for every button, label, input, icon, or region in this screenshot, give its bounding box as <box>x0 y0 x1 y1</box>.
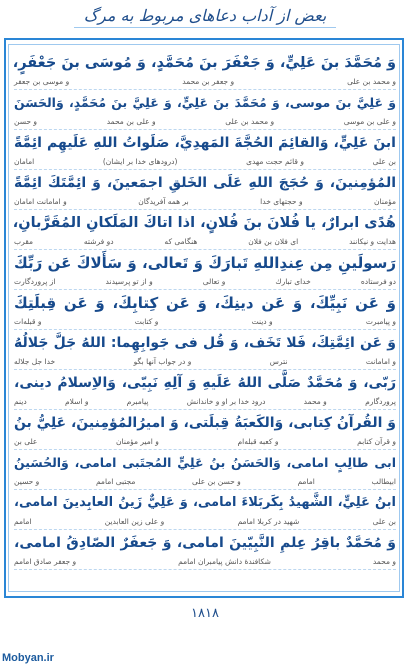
arabic-text: وَ مُحَمَّدَ بنَ عَلِيٍّ، وَ جَعْفَرَ بنَ مُحَمَّدٍ، وَ مُوسَى بنَ جَعْفَرٍ، <box>12 55 396 71</box>
translation-fragment: مقرب <box>14 237 34 246</box>
arabic-text: وَ مُحَمَّدٌ باقِرُ عِلمِ النَّبِيّينَ امامى، وَ جَعفَرٌ الصّادِقُ امامى، <box>14 535 396 551</box>
translation-fragment: و محمد بن على <box>347 77 396 86</box>
translation-fragment: (درودهاى خدا بر ايشان) <box>102 157 178 166</box>
verse-line <box>14 90 396 130</box>
translation-fragment: پروردگارم <box>365 397 396 406</box>
persian-translation <box>14 115 396 128</box>
translation-fragment: و امير مؤمنان <box>116 437 159 446</box>
verse-line <box>14 50 396 90</box>
persian-translation <box>14 355 396 368</box>
persian-translation <box>14 75 396 88</box>
arabic-text: ابى طالِبٍ امامى، وَالحَسَنُ بنُ عَلِيٍّ المُجتَبى امامى، وَالحُسَينُ <box>14 455 396 470</box>
translation-fragment: دو فرستاده <box>360 277 396 286</box>
arabic-text: ابنَ عَلِيٍّ، وَالقائِمَ الحُجَّةَ المَهدِيَّ، صَلَواتُ اللهِ عَلَيهِم ائِمَّةً <box>14 135 396 151</box>
translation-fragment: خداى تبارك <box>275 277 311 286</box>
persian-translation <box>14 195 396 208</box>
translation-fragment: ابيطالب <box>371 477 396 486</box>
arabic-text: المُؤمِنينَ، وَ حُجَجَ اللهِ عَلَى الخَلقِ اجمَعينَ، وَ ائِمَّتَكَ ائِمَّةً <box>14 175 396 191</box>
translation-fragment: و تعالى <box>202 277 226 286</box>
translation-fragment: امامم <box>297 477 315 486</box>
translation-fragment: پيامبرم <box>126 397 149 406</box>
translation-fragment: و على بن محمد <box>106 117 156 126</box>
translation-fragment: و على زين العابدين <box>104 517 165 526</box>
persian-translation <box>14 275 396 288</box>
translation-fragment: على بن <box>14 437 38 446</box>
watermark-text: Mobyan.ir <box>2 652 54 664</box>
translation-fragment: هدايت و نيكانند <box>349 237 396 246</box>
persian-translation <box>14 435 396 448</box>
translation-fragment: و پيامبرت <box>365 317 396 326</box>
translation-fragment: و اسلام <box>64 397 89 406</box>
translation-fragment: امامان <box>14 157 35 166</box>
translation-fragment: و حسين <box>14 477 40 486</box>
translation-fragment: و موسى بن جعفر <box>14 77 70 86</box>
verse-line <box>14 250 396 290</box>
verse-line <box>14 370 396 410</box>
verse-line <box>14 490 396 530</box>
translation-fragment: شكافندهٔ دانش پيامبران امامم <box>178 557 271 566</box>
translation-fragment: خدا جل جلاله <box>14 357 56 366</box>
translation-fragment: و حسن بن على <box>191 477 241 486</box>
verse-list <box>14 50 396 570</box>
verse-line <box>14 170 396 210</box>
translation-fragment: و كتابت <box>134 317 159 326</box>
translation-fragment: و على بن موسى <box>343 117 396 126</box>
persian-translation <box>14 155 396 168</box>
arabic-text: ابنُ عَلِيٍّ، الشَّهيدُ بِكَربَلاءَ امامى، وَ عَلِيٌّ زَينُ العابِدينَ امامى، <box>14 495 396 510</box>
translation-fragment: و محمد <box>372 557 396 566</box>
translation-fragment: دو فرشته <box>83 237 114 246</box>
persian-translation <box>14 235 396 248</box>
arabic-text: هُدًى ابرارٌ، يا فُلانَ بنَ فُلانٍ، اذا اتاكَ المَلَكانِ المُقَرَّبانِ، <box>12 215 396 231</box>
verse-line <box>14 450 396 490</box>
translation-fragment: دينم <box>14 397 27 406</box>
translation-fragment: هنگامى كه <box>164 237 198 246</box>
translation-fragment: و كعبه قبله‌ام <box>237 437 279 446</box>
translation-fragment: بن على <box>372 157 396 166</box>
translation-fragment: و جعفر بن محمد <box>182 77 235 86</box>
translation-fragment: مؤمنان <box>374 197 396 206</box>
translation-fragment: و از تو پرسيدند <box>105 277 153 286</box>
verse-line <box>14 130 396 170</box>
translation-fragment: از پروردگارت <box>14 277 56 286</box>
translation-fragment: و قائم حجت مهدى <box>246 157 304 166</box>
translation-fragment: و امامانت <box>365 357 396 366</box>
translation-fragment: نترس <box>269 357 288 366</box>
translation-fragment: مجتبى امامم <box>95 477 136 486</box>
translation-fragment: و امامانت امامان <box>14 197 67 206</box>
persian-translation <box>14 315 396 328</box>
translation-fragment: و قبله‌ات <box>14 317 42 326</box>
arabic-text: رَسولَينِ مِن عِندِاللهِ تَبارَكَ وَ تَعالى، وَ سَأَلاكَ عَن رَبِّكَ <box>14 254 396 272</box>
translation-fragment: بر همه آفريدگان <box>138 197 189 206</box>
translation-fragment: شهيد در كربلا امامم <box>237 517 300 526</box>
translation-fragment: و حسن <box>14 117 38 126</box>
verse-line <box>14 530 396 570</box>
translation-fragment: و قرآن كتابم <box>357 437 396 446</box>
translation-fragment: و جعفر صادق امامم <box>14 557 77 566</box>
page-number: ۱۸۱۸ <box>191 606 219 621</box>
translation-fragment: بن على <box>372 517 396 526</box>
verse-line <box>14 330 396 370</box>
arabic-text: وَ عَلِيَّ بنَ موسى، وَ مُحَمَّدَ بنَ عَلِيٍّ، وَ عَلِيَّ بنَ مُحَمَّدٍ، وَالحَسَنَ <box>14 95 396 110</box>
page-title: بعض از آداب دعاهای مربوط به مرگ <box>74 4 337 28</box>
arabic-text: وَ القُرآنُ كِتابى، وَالكَعبَةُ قِبلَتى، وَ اميرُالمُؤمِنينَ، عَلِيُّ بنُ <box>13 415 396 431</box>
translation-fragment: درود خدا بر او و خاندانش <box>186 397 266 406</box>
verse-line <box>14 210 396 250</box>
persian-translation <box>14 475 396 488</box>
page-header <box>0 4 410 36</box>
translation-fragment: و دينت <box>251 317 273 326</box>
persian-translation <box>14 395 396 408</box>
arabic-text: رَبّى، وَ مُحَمَّدٌ صَلَّى اللهُ عَلَيهِ وَ آلِهِ نَبِيّى، وَالاِسلامُ دينى، <box>14 375 396 391</box>
translation-fragment: و حجتهاى خدا <box>260 197 303 206</box>
translation-fragment: اى فلان بن فلان <box>248 237 299 246</box>
translation-fragment: امامم <box>14 517 32 526</box>
translation-fragment: و محمد <box>303 397 327 406</box>
translation-fragment: و محمد بن على <box>225 117 275 126</box>
arabic-text: وَ عَن ائِمَّتِكَ، فَلا تَخَف، وَ قُل فى جَوابِهِما: اللهُ جَلَّ جَلالُهُ <box>14 335 396 351</box>
verse-line <box>14 290 396 330</box>
persian-translation <box>14 555 396 568</box>
persian-translation <box>14 515 396 528</box>
translation-fragment: و در جواب آنها بگو <box>133 357 192 366</box>
arabic-text: وَ عَن نَبِيِّكَ، وَ عَن دينِكَ، وَ عَن كِتابِكَ، وَ عَن قِبلَتِكَ <box>14 294 396 312</box>
verse-line <box>14 410 396 450</box>
